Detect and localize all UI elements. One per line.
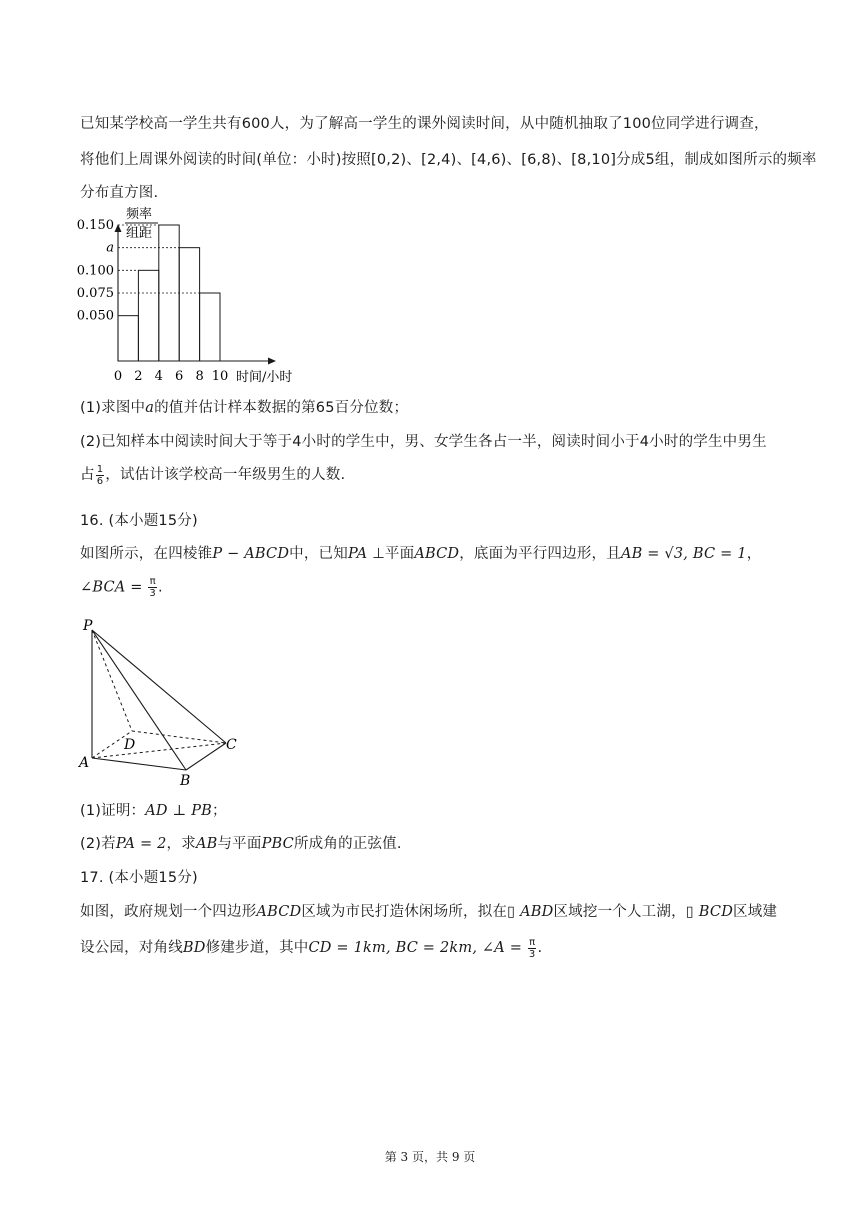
histogram-bar-0 [118,316,138,361]
q15-part1: (1)求图中a的值并估计样本数据的第65百分位数； [80,400,409,416]
label-D: D [124,737,136,753]
x-tick-label-3: 6 [175,369,184,384]
edge-DC-hidden [132,731,226,743]
q16-header: 16. (本小题15分) [80,513,198,529]
fraction-pi-over-3: $\frac{\pi}{3}$ [149,576,156,599]
y-tick-label-0: 0.150 [76,218,114,233]
q15-intro-line2: 将他们上周课外阅读的时间(单位：小时)按照[0,2)、[2,4)、[4,6)、[6,8)、[8,10]分成5组，制成如图所示的频率 [80,152,817,168]
q16-part1: (1)证明：AD ⊥ PB； [80,803,227,819]
y-tick-label-1: a [106,240,114,256]
y-tick-label-3: 0.075 [76,286,114,301]
q16-line2: ∠BCA = $\frac{\pi}{3}$ . [80,576,163,599]
q15-part2-line2: 占 $\frac{1}{6}$ ，试估计该学校高一年级男生的人数. [80,463,346,487]
q17-line2: 设公园，对角线BD修建步道，其中CD = 1km, BC = 2km, ∠A = $\frac{\pi}{3}$ . [80,936,543,960]
q15-part2-line1: (2)已知样本中阅读时间大于等于4小时的学生中，男、女学生各占一半，阅读时间小于4小时的学生中男生 [80,434,767,450]
q17-line1: 如图，政府规划一个四边形ABCD区域为市民打造休闲场所，拟在▯ ABD区域挖一个人工湖，▯ BCD区域建 [80,904,778,920]
y-tick-label-2: 0.100 [76,263,114,279]
label-B: B [180,773,191,789]
x-tick-label-4: 8 [195,369,204,384]
q16-line1: 如图所示，在四棱锥P − ABCD中，已知PA ⊥平面ABCD，底面为平行四边形，且AB = √3, BC = 1， [80,546,762,562]
edge-AB [92,758,186,770]
edge-AC-hidden [92,743,226,758]
q17-header: 17. (本小题15分) [80,870,198,886]
histogram-bar-2 [159,225,179,361]
x-tick-label-2: 4 [154,369,163,384]
q15-intro-line3: 分布直方图. [80,185,159,201]
y-tick-label-4: 0.050 [76,308,114,324]
histogram-bar-3 [179,248,199,361]
x-tick-label-5: 10 [211,369,229,384]
y-axis-arrow [115,224,122,232]
y-axis-label-top: 频率 [126,207,153,222]
q16-part2: (2)若PA = 2，求AB与平面PBC所成角的正弦值. [80,836,402,852]
histogram-bar-4 [200,293,220,361]
pyramid-figure [74,612,254,792]
fraction-pi-over-3: $\frac{\pi}{3}$ [528,936,536,960]
label-C: C [226,737,237,753]
page-footer: 第 3 页，共 9 页 [384,1150,476,1164]
x-axis-arrow [268,358,276,365]
edge-BC [186,743,226,770]
histogram-bar-1 [138,270,158,361]
x-axis-label: 时间/小时 [236,370,293,385]
y-axis-label-bottom: 组距 [126,226,153,241]
edge-PC [92,630,226,743]
frequency-histogram [72,204,322,386]
x-tick-label-0: 0 [113,369,123,384]
label-A: A [79,755,90,771]
fraction-one-sixth: $\frac{1}{6}$ [96,463,104,487]
q15-intro-line1: 已知某学校高一学生共有600人，为了解高一学生的课外阅读时间，从中随机抽取了100位同学进行调查， [80,116,769,132]
label-P: P [83,618,93,634]
x-tick-label-1: 2 [134,369,143,384]
